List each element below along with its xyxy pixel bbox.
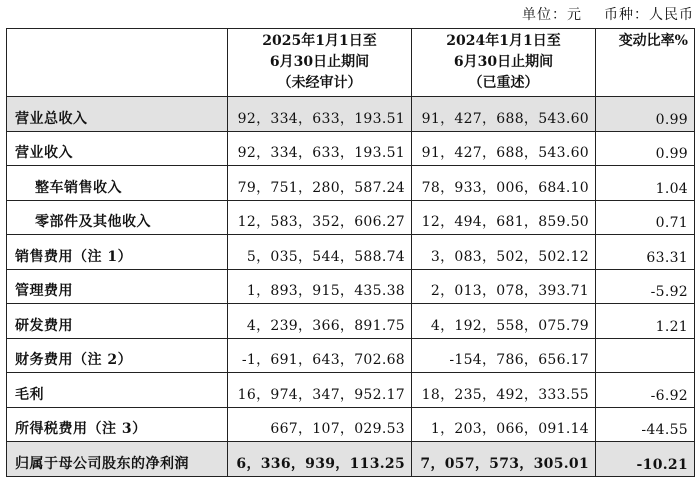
row-income-tax: [7, 407, 695, 442]
current-value: 6，336，939，113.25: [228, 442, 412, 477]
prior-value: 12，494，681，859.50: [412, 200, 596, 235]
row-net-profit-attributable: [7, 442, 695, 477]
change-value: -44.55: [596, 407, 695, 442]
prior-value: 78，933，006，684.10: [412, 166, 596, 201]
prior-value: 7，057，573，305.01: [412, 442, 596, 477]
header-change-ratio: 变动比率%: [596, 29, 695, 97]
change-value: -5.92: [596, 269, 695, 304]
change-value: 1.21: [596, 304, 695, 339]
prior-value: 1，203，066，091.14: [412, 407, 596, 442]
current-value: -1，691，643，702.68: [228, 338, 412, 373]
row-vehicle-sales-revenue: [7, 166, 695, 201]
change-value: 0.99: [596, 97, 695, 132]
header-prior-period: [412, 29, 596, 97]
row-label: 管理费用: [7, 269, 228, 304]
header-current-line-1: 2025年1月1日至: [262, 33, 377, 49]
change-value: -6.92: [596, 373, 695, 408]
current-value: 1，893，915，435.38: [228, 269, 412, 304]
header-current-line-2: 6月30日止期间: [269, 54, 370, 70]
prior-value: 91，427，688，543.60: [412, 131, 596, 166]
row-label: 研发费用: [7, 304, 228, 339]
currency-label: 币种：人民币: [604, 7, 694, 23]
row-selling-expenses: [7, 235, 695, 270]
current-value: 4，239，366，891.75: [228, 304, 412, 339]
financial-comparison-table: [6, 28, 695, 477]
header-prior-line-2: 6月30日止期间: [453, 54, 554, 70]
row-label: 所得税费用（注 3）: [7, 407, 228, 442]
current-value: 12，583，352，606.27: [228, 200, 412, 235]
prior-value: 18，235，492，333.55: [412, 373, 596, 408]
unit-label: 单位：元: [522, 7, 582, 23]
change-value: [596, 338, 695, 373]
current-value: 92，334，633，193.51: [228, 131, 412, 166]
change-value: 63.31: [596, 235, 695, 270]
header-item-cell: [7, 29, 228, 97]
change-value: -10.21: [596, 442, 695, 477]
change-value: 0.71: [596, 200, 695, 235]
row-financial-expenses: [7, 338, 695, 373]
row-label: 归属于母公司股东的净利润: [7, 442, 228, 477]
row-label: 财务费用（注 2）: [7, 338, 228, 373]
row-label: 销售费用（注 1）: [7, 235, 228, 270]
row-operating-revenue: [7, 131, 695, 166]
change-value: 1.04: [596, 166, 695, 201]
row-label: 整车销售收入: [7, 166, 228, 201]
current-value: 5，035，544，588.74: [228, 235, 412, 270]
row-admin-expenses: [7, 269, 695, 304]
header-prior-line-3: （已重述）: [468, 75, 539, 91]
row-label: 零部件及其他收入: [7, 200, 228, 235]
row-label: 营业收入: [7, 131, 228, 166]
change-value: 0.99: [596, 131, 695, 166]
row-parts-and-other-revenue: [7, 200, 695, 235]
row-total-operating-revenue: [7, 97, 695, 132]
header-current-line-3: （未经审计）: [277, 75, 362, 91]
current-value: 667，107，029.53: [228, 407, 412, 442]
unit-currency-note: [522, 4, 694, 24]
row-label: 营业总收入: [7, 97, 228, 132]
header-current-period: [228, 29, 412, 97]
header-prior-line-1: 2024年1月1日至: [446, 33, 561, 49]
prior-value: 3，083，502，502.12: [412, 235, 596, 270]
table-header-row: [7, 29, 695, 97]
prior-value: 4，192，558，075.79: [412, 304, 596, 339]
row-rd-expenses: [7, 304, 695, 339]
row-gross-profit: [7, 373, 695, 408]
current-value: 16，974，347，952.17: [228, 373, 412, 408]
current-value: 79，751，280，587.24: [228, 166, 412, 201]
prior-value: 91，427，688，543.60: [412, 97, 596, 132]
row-label: 毛利: [7, 373, 228, 408]
prior-value: 2，013，078，393.71: [412, 269, 596, 304]
prior-value: -154，786，656.17: [412, 338, 596, 373]
current-value: 92，334，633，193.51: [228, 97, 412, 132]
